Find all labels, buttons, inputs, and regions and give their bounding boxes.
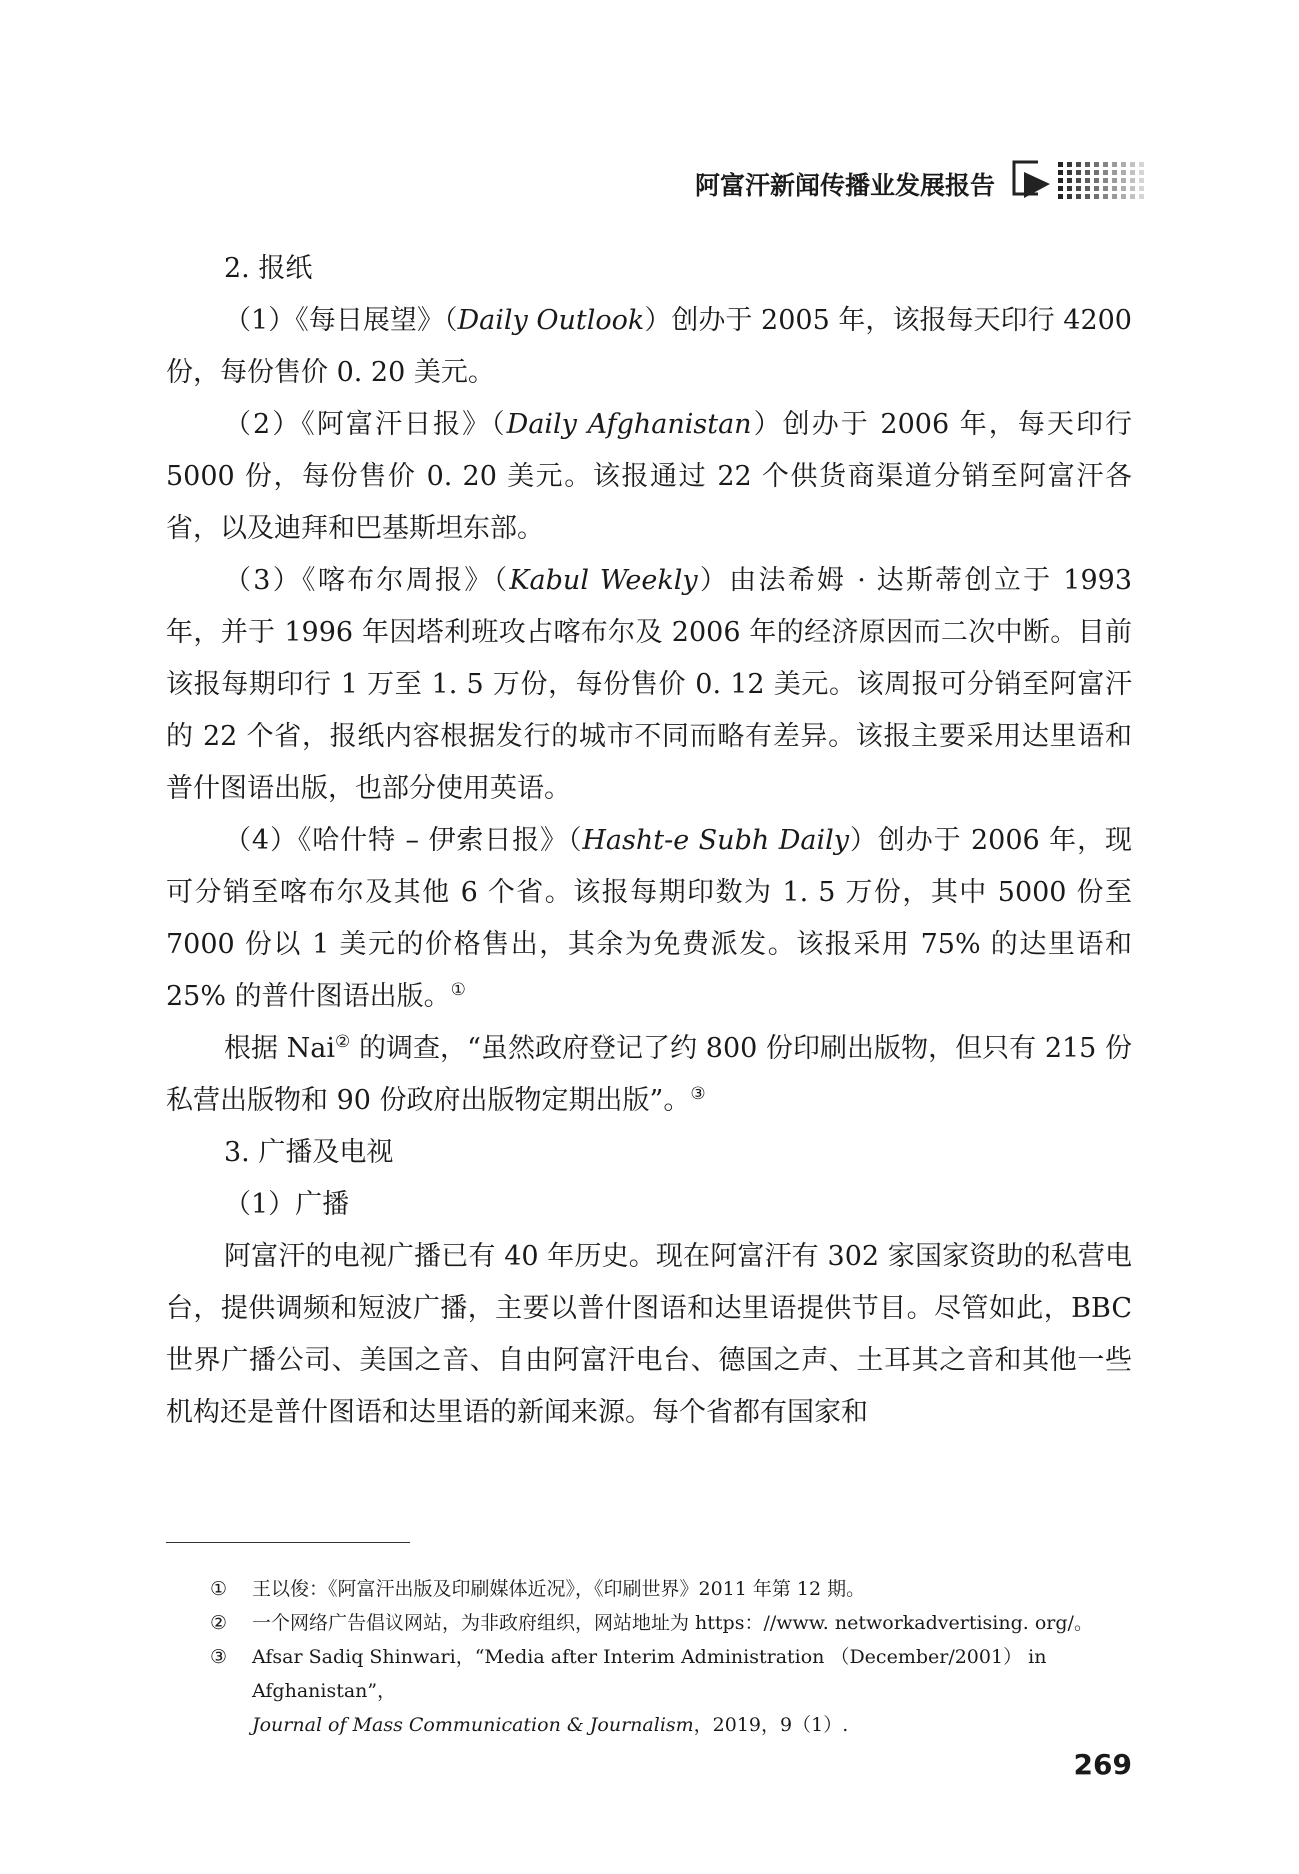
running-header-title: 阿富汗新闻传播业发展报告 [694,171,995,200]
page-number: 269 [1073,1748,1132,1781]
paragraph-nai-survey: 根据 Nai② 的调查，“虽然政府登记了约 800 份印刷出版物，但只有 215 份私营出版物和 90 份政府出版物定期出版”。③ [166,1032,1132,1116]
paragraph-daily-afghanistan: （2）《阿富汗日报》（Daily Afghanistan）创办于 2006 年，每天印行 5000 份，每份售价 0. 20 美元。该报通过 22 个供货商渠道分销至阿富汗各省，以及迪拜和巴基斯坦东部。 [166,409,1132,544]
header-ornament-icon [1010,158,1150,204]
footnote-2: ② 一个网络广告倡议网站，为非政府组织，网站地址为 https：//www. networkadvertising. org/。 [210,1612,1093,1634]
paragraph-daily-outlook: （1）《每日展望》（Daily Outlook）创办于 2005 年，该报每天印行 4200 份，每份售价 0. 20 美元。 [166,305,1132,388]
footnotes [210,1572,1140,1742]
paragraph-hasht-e-subh: （4）《哈什特 – 伊索日报》（Hasht-e Subh Daily）创办于 2006 年，现可分销至喀布尔及其他 6 个省。该报每期印数为 1. 5 万份，其中 5000 份至 7000 份以 1 美元的价格售出，其余为免费派发。该报采用 75% 的达里语和 25% 的普什图语出版。① [166,825,1132,1012]
paragraph-radio-history: 阿富汗的电视广播已有 40 年历史。现在阿富汗有 302 家国家资助的私营电台，提供调频和短波广播，主要以普什图语和达里语提供节目。尽管如此，BBC 世界广播公司、美国之音、自由阿富汗电台、德国之声、土耳其之音和其他一些机构还是普什图语和达里语的新闻来源。每个省都有国家和 [166,1241,1132,1428]
body-text [166,243,1132,1439]
footnote-ref-2: ② [335,1032,351,1052]
subsection-heading-radio: （1）广播 [224,1189,350,1220]
section-heading-broadcast: 3. 广播及电视 [224,1137,394,1168]
footnote-3-continuation: Journal of Mass Communication & Journalism，2019，9（1）. [252,1714,849,1736]
section-heading-newspapers: 2. 报纸 [224,253,313,284]
paragraph-kabul-weekly: （3）《喀布尔周报》（Kabul Weekly）由法希姆 · 达斯蒂创立于 1993 年，并于 1996 年因塔利班攻占喀布尔及 2006 年的经济原因而二次中断。目前该报每期印行 1 万至 1. 5 万份，每份售价 0. 12 美元。该周报可分销至阿富汗的 22 个省，报纸内容根据发行的城市不同而略有差异。该报主要采用达里语和普什图语出版，也部分使用英语。 [166,565,1132,804]
running-header [680,158,1150,204]
footnote-3: ③ Afsar Sadiq Shinwari，“Media after Interim Administration （December/2001） in Afghanistan”， [210,1646,1047,1702]
footnote-divider [166,1542,410,1543]
footnote-ref-1: ① [450,980,466,1000]
footnote-ref-3: ③ [690,1084,706,1104]
footnote-1: ① 王以俊：《阿富汗出版及印刷媒体近况》，《印刷世界》2011 年第 12 期。 [210,1578,866,1600]
